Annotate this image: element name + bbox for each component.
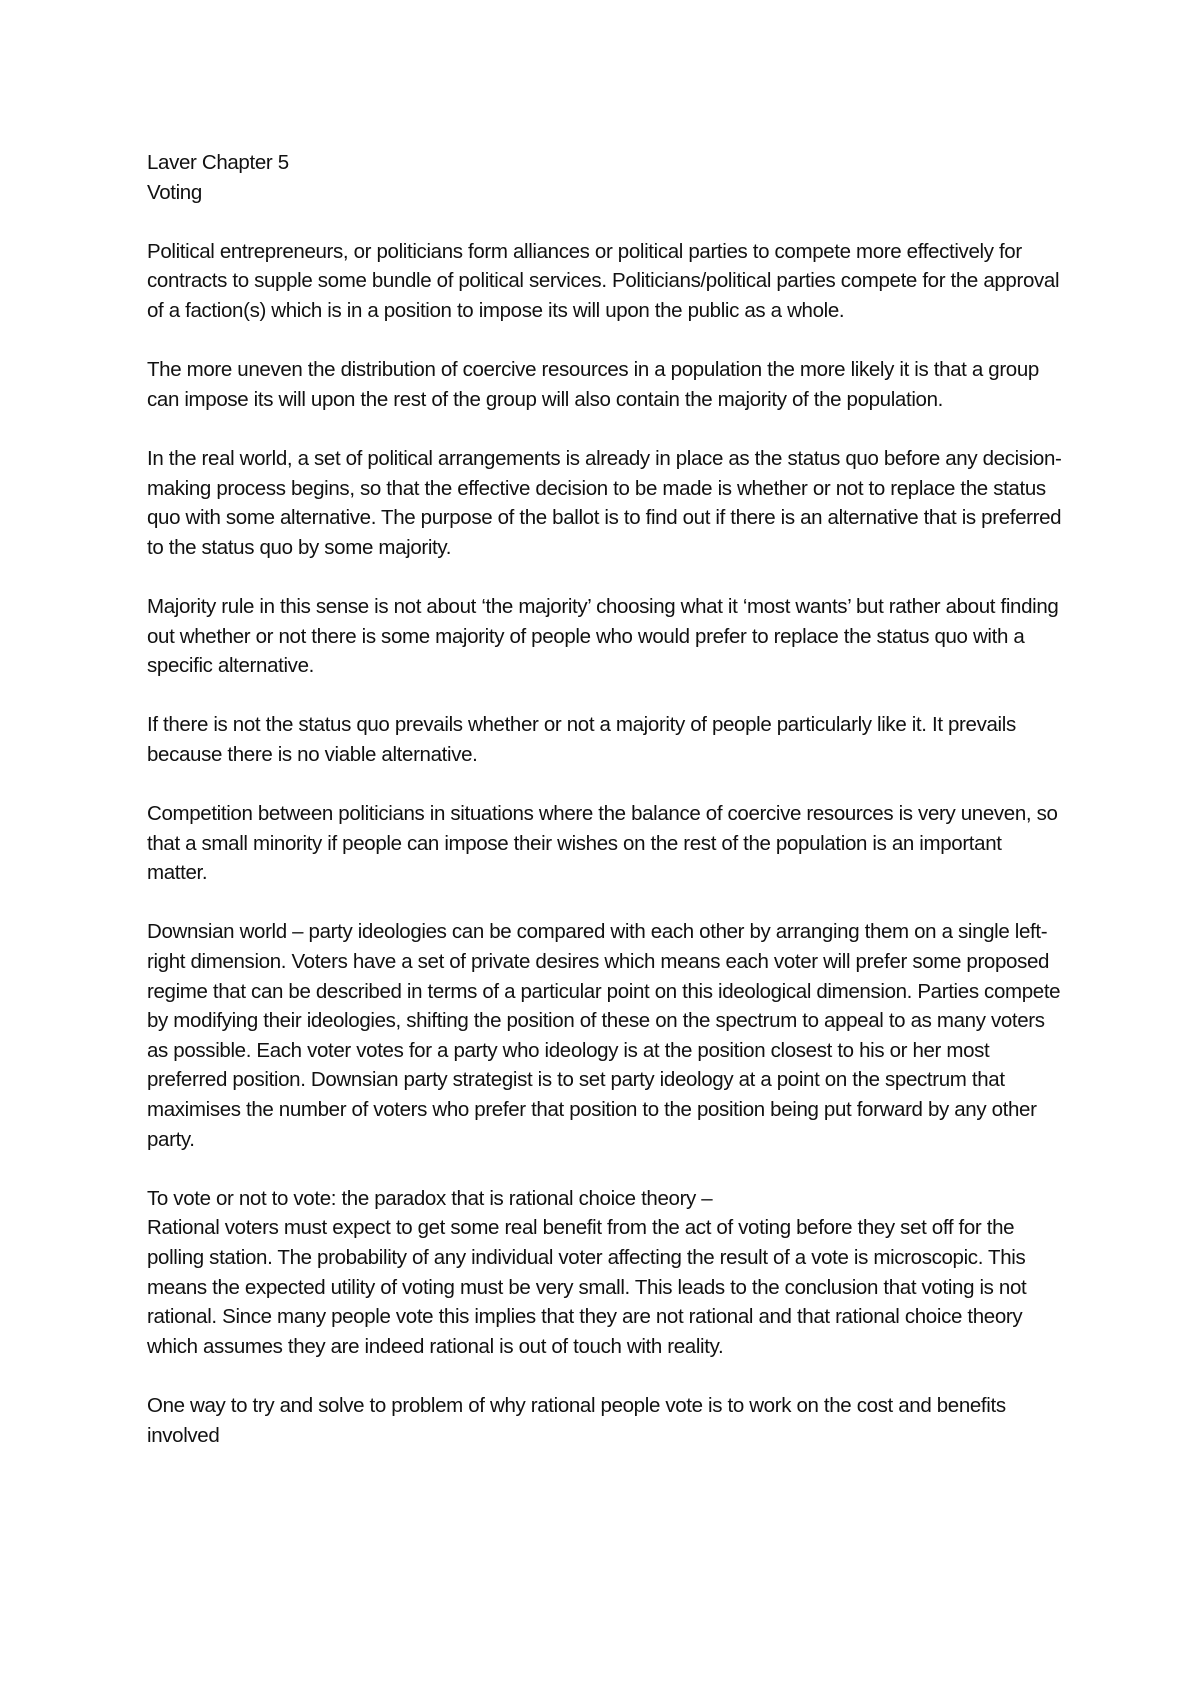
document-title: Laver Chapter 5 xyxy=(147,151,289,174)
paragraph-heading-paradox: To vote or not to vote: the paradox that is rational choice theory – xyxy=(147,1186,713,1210)
paragraph-cost-benefits: One way to try and solve to problem of why rational people vote is to work on the cost and benefits involved xyxy=(147,1393,1006,1447)
paragraph-majority-rule: Majority rule in this sense is not about ‘the majority’ choosing what it ‘most wants’ but rather about finding out whether or not there is some majority of people who would prefer to replace the status quo with a specific alternative. xyxy=(147,594,1059,678)
paragraph-downsian-world: Downsian world – party ideologies can be compared with each other by arranging them on a single left-right dimension. Voters have a set of private desires which means each voter will prefer some proposed regime that can be described in terms of a particular point on this ideological dimension. Parties compete by modifying their ideologies, shifting the position of these on the spectrum to appeal to as many voters as possible. Each voter votes for a party who ideology is at the position closest to his or her most preferred position. Downsian party strategist is to set party ideology at a point on the spectrum that maximises the number of voters who prefer that position to the position being put forward by any other party. xyxy=(147,920,1061,1151)
document-page xyxy=(147,148,1065,1480)
paragraph-status-quo: In the real world, a set of political arrangements is already in place as the status quo before any decision-making process begins, so that the effective decision to be made is whether or not to replace the status quo with some alternative. The purpose of the ballot is to find out if there is an alternative that is preferred to the status quo by some majority. xyxy=(147,446,1062,559)
document-subtitle: Voting xyxy=(147,180,202,204)
paragraph-no-viable-alternative: If there is not the status quo prevails whether or not a majority of people particularly like it. It prevails because there is no viable alternative. xyxy=(147,713,1016,766)
paragraph-coercive-resources: The more uneven the distribution of coercive resources in a population the more likely it is that a group can impose its will upon the rest of the group will also contain the majority of the population. xyxy=(147,358,1039,411)
title-block xyxy=(147,148,1065,207)
paragraph-political-entrepreneurs: Political entrepreneurs, or politicians form alliances or political parties to compete more effectively for contracts to supple some bundle of political services. Politicians/political parties compete for the approval of a faction(s) which is in a position to impose its will upon the public as a whole. xyxy=(147,239,1060,322)
paragraph-competition: Competition between politicians in situations where the balance of coercive resources is very uneven, so that a small minority if people can impose their wishes on the rest of the population is an important matter. xyxy=(147,802,1058,885)
paragraph-rational-voters: Rational voters must expect to get some real benefit from the act of voting before they set off for the polling station. The probability of any individual voter affecting the result of a vote is microscopic. This means the expected utility of voting must be very small. This leads to the conclusion that voting is not rational. Since many people vote this implies that they are not rational and that rational choice theory which assumes they are indeed rational is out of touch with reality. xyxy=(147,1216,1027,1358)
